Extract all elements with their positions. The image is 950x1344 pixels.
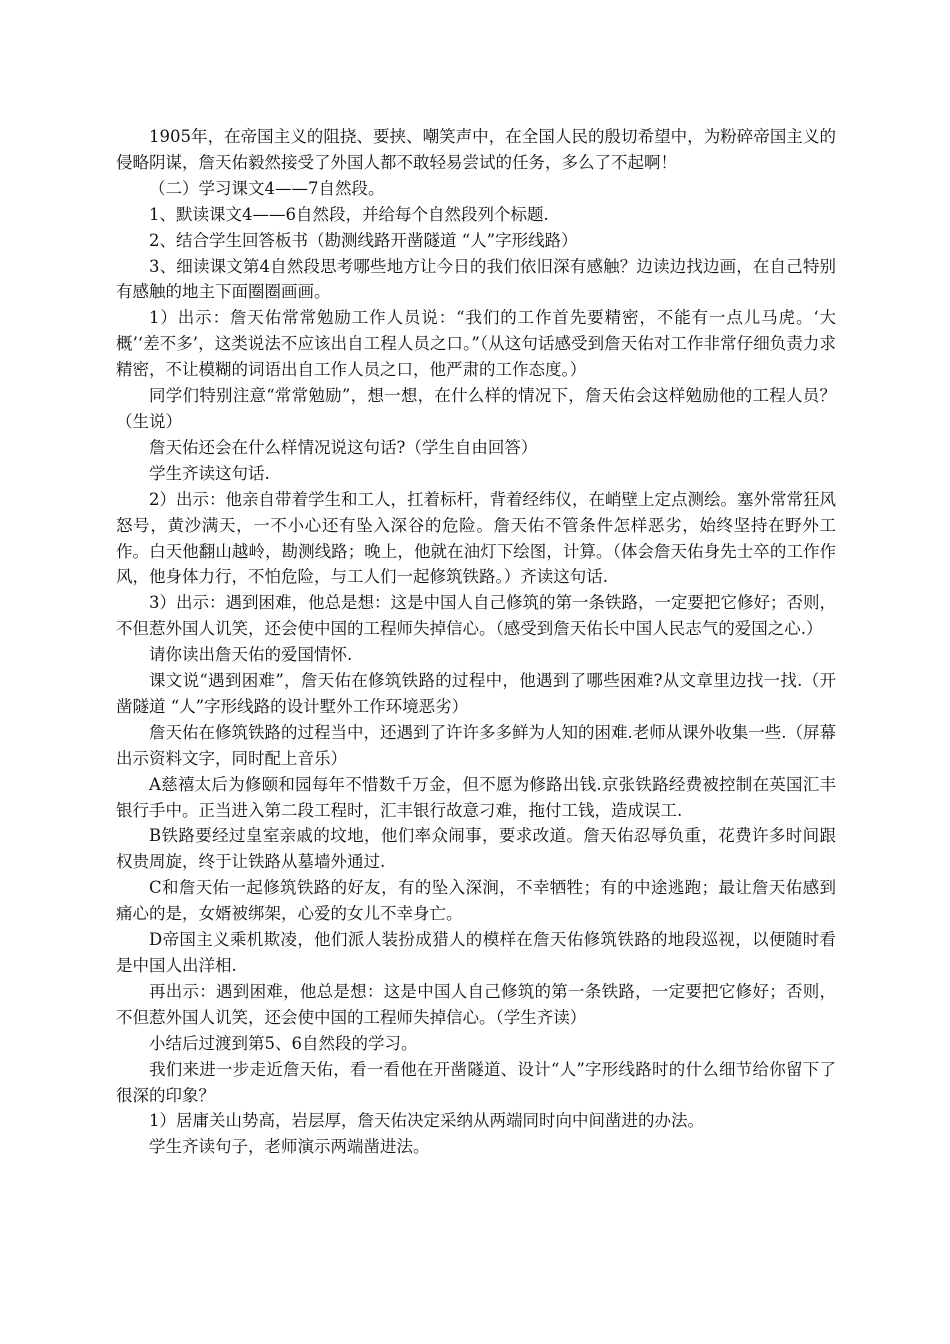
paragraph-20: 小结后过渡到第5、6自然段的学习。 [149, 1033, 418, 1053]
paragraph-16: B铁路要经过皇室亲戚的坟地，他们率众闹事，要求改道。詹天佑忍辱负重，花费许多时间跟权贵周旋，终于让铁路从墓墙外通过. [116, 826, 836, 872]
paragraph-21: 我们来进一步走近詹天佑，看一看他在开凿隧道、设计“人”字形线路时的什么细节给你留下了很深的印象？ [116, 1059, 836, 1105]
paragraph-9: 学生齐读这句话. [149, 463, 270, 483]
paragraph-4: 2、结合学生回答板书（勘测线路开凿隧道 “人”字形线路） [149, 230, 578, 250]
paragraph-5: 3、细读课文第4自然段思考哪些地方让今日的我们依旧深有感触？边读边找边画，在自己特别有感触的地主下面圈圈画画。 [116, 256, 836, 302]
paragraph-15: A慈禧太后为修颐和园每年不惜数千万金，但不愿为修路出钱.京张铁路经费被控制在英国汇丰银行手中。正当进入第二段工程时，汇丰银行故意刁难，拖付工钱，造成误工. [116, 774, 836, 820]
paragraph-19: 再出示：遇到困难，他总是想：这是中国人自己修筑的第一条铁路，一定要把它修好；否则，不但惹外国人讥笑，还会使中国的工程师失掉信心。（学生齐读） [116, 981, 836, 1027]
paragraph-12: 请你读出詹天佑的爱国情怀. [149, 645, 353, 665]
paragraph-18: D帝国主义乘机欺凌，他们派人装扮成猎人的模样在詹天佑修筑铁路的地段巡视，以便随时看是中国人出洋相. [116, 930, 836, 975]
paragraph-11: 3）出示：遇到困难，他总是想：这是中国人自己修筑的第一条铁路，一定要把它修好；否则，不但惹外国人讥笑，还会使中国的工程师失掉信心。（感受到詹天佑长中国人民志气的爱国之心.） [116, 593, 836, 639]
paragraph-2: （二）学习课文4——7自然段。 [149, 178, 385, 198]
paragraph-3: 1、默读课文4——6自然段，并给每个自然段列个标题. [149, 204, 549, 224]
paragraph-23: 学生齐读句子，老师演示两端凿进法。 [149, 1137, 430, 1157]
paragraph-1: 1905年，在帝国主义的阻挠、要挟、嘲笑声中，在全国人民的殷切希望中，为粉碎帝国主义的侵略阴谋，詹天佑毅然接受了外国人都不敢轻易尝试的任务，多么了不起啊！ [116, 127, 836, 172]
paragraph-8: 詹天佑还会在什么样情况说这句话?（学生自由回答） [149, 437, 538, 457]
paragraph-7: 同学们特别注意“常常勉励”，想一想，在什么样的情况下，詹天佑会这样勉励他的工程人员？（生说） [116, 386, 836, 431]
paragraph-22: 1）居庸关山势高，岩层厚，詹天佑决定采纳从两端同时向中间凿进的办法。 [149, 1111, 704, 1131]
document-body [116, 124, 836, 1160]
paragraph-10: 2）出示：他亲自带着学生和工人，扛着标杆，背着经纬仪，在峭壁上定点测绘。塞外常常狂风怒号，黄沙满天，一不小心还有坠入深谷的危险。詹天佑不管条件怎样恶劣，始终坚持在野外工作。白天他翻山越岭，勘测线路；晚上，他就在油灯下绘图，计算。（体会詹天佑身先士卒的工作作风，他身体力行，不怕危险，与工人们一起修筑铁路。）齐读这句话. [116, 489, 836, 587]
paragraph-17: C和詹天佑一起修筑铁路的好友，有的坠入深涧，不幸牺牲；有的中途逃跑；最让詹天佑感到痛心的是，女婿被绑架，心爱的女儿不幸身亡。 [116, 878, 836, 924]
paragraph-13: 课文说“遇到困难”，詹天佑在修筑铁路的过程中，他遇到了哪些困难?从文章里边找一找.（开凿隧道 “人”字形线路的设计墅外工作环境恶劣） [116, 671, 836, 716]
paragraph-6: 1）出示：詹天佑常常勉励工作人员说：“我们的工作首先要精密，不能有一点儿马虎。‘大概’‘差不多’，这类说法不应该出自工程人员之口。”（从这句话感受到詹天佑对工作非常仔细负责力求精密，不让模糊的词语出自工作人员之口，他严肃的工作态度。） [116, 308, 836, 380]
paragraph-14: 詹天佑在修筑铁路的过程当中，还遇到了许许多多鲜为人知的困难.老师从课外收集一些.（屏幕出示资料文字，同时配上音乐） [116, 722, 836, 768]
